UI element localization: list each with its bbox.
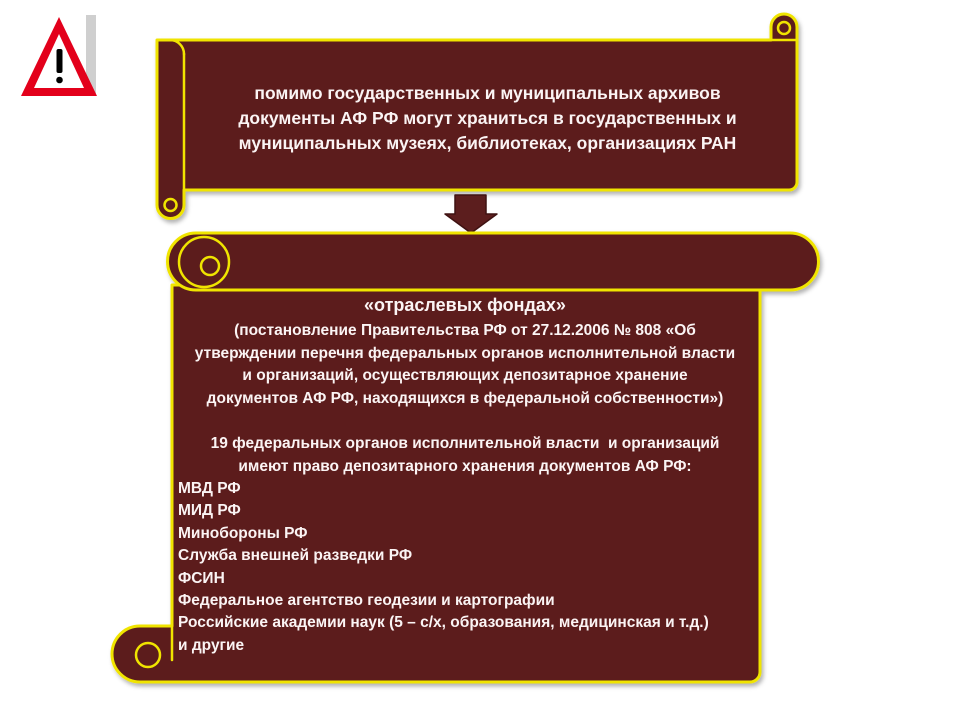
exclamation-dot (56, 77, 63, 84)
list-item: МВД РФ (178, 480, 241, 497)
decree-reference (170, 320, 760, 411)
top-scroll-text (180, 81, 795, 156)
decree-line: документов АФ РФ, находящихся в федеральной собственности») (206, 390, 724, 408)
bottom-scroll-top-roll (168, 233, 819, 290)
list-item: Минобороны РФ (178, 524, 308, 542)
rights-line: имеют право депозитарного хранения документов АФ РФ: (238, 458, 692, 475)
top-scroll-bottom-curl (165, 199, 177, 211)
top-scroll-line: документы АФ РФ могут храниться в государственных и (238, 108, 737, 128)
rights-line: 19 федеральных органов исполнительной власти и организаций (210, 435, 720, 452)
list-item: Федеральное агентство геодезии и картографии (178, 592, 555, 610)
exclamation-bar (57, 49, 63, 73)
bottom-scroll-bottom-left-curl (136, 643, 160, 667)
list-item: ФСИН (178, 569, 225, 587)
bottom-scroll-top-left-curl-inner (201, 257, 219, 275)
top-scroll-line: муниципальных музеях, библиотеках, организациях РАН (238, 133, 737, 153)
decree-line: и организаций, осуществляющих депозитарное хранение (242, 367, 688, 385)
organization-list (178, 478, 753, 657)
list-item: МИД РФ (178, 502, 241, 520)
bottom-scroll-heading (170, 293, 760, 317)
decree-line: утверждении перечня федеральных органов исполнительной власти (194, 344, 736, 362)
list-item: Российские академии наук (5 – с/х, образования, медицинская и т.д.) (178, 614, 709, 632)
top-scroll-line: помимо государственных и муниципальных архивов (254, 83, 721, 103)
down-arrow-icon (445, 195, 497, 233)
decree-line: (постановление Правительства РФ от 27.12.2006 № 808 «Об (234, 322, 696, 339)
warning-triangle-icon (21, 15, 97, 96)
list-item: Служба внешней разведки РФ (178, 547, 413, 565)
top-scroll-top-right-curl (778, 22, 790, 34)
heading-text: «отраслевых фондах» (364, 295, 566, 315)
list-item: и другие (178, 636, 245, 654)
rights-statement (170, 432, 760, 478)
